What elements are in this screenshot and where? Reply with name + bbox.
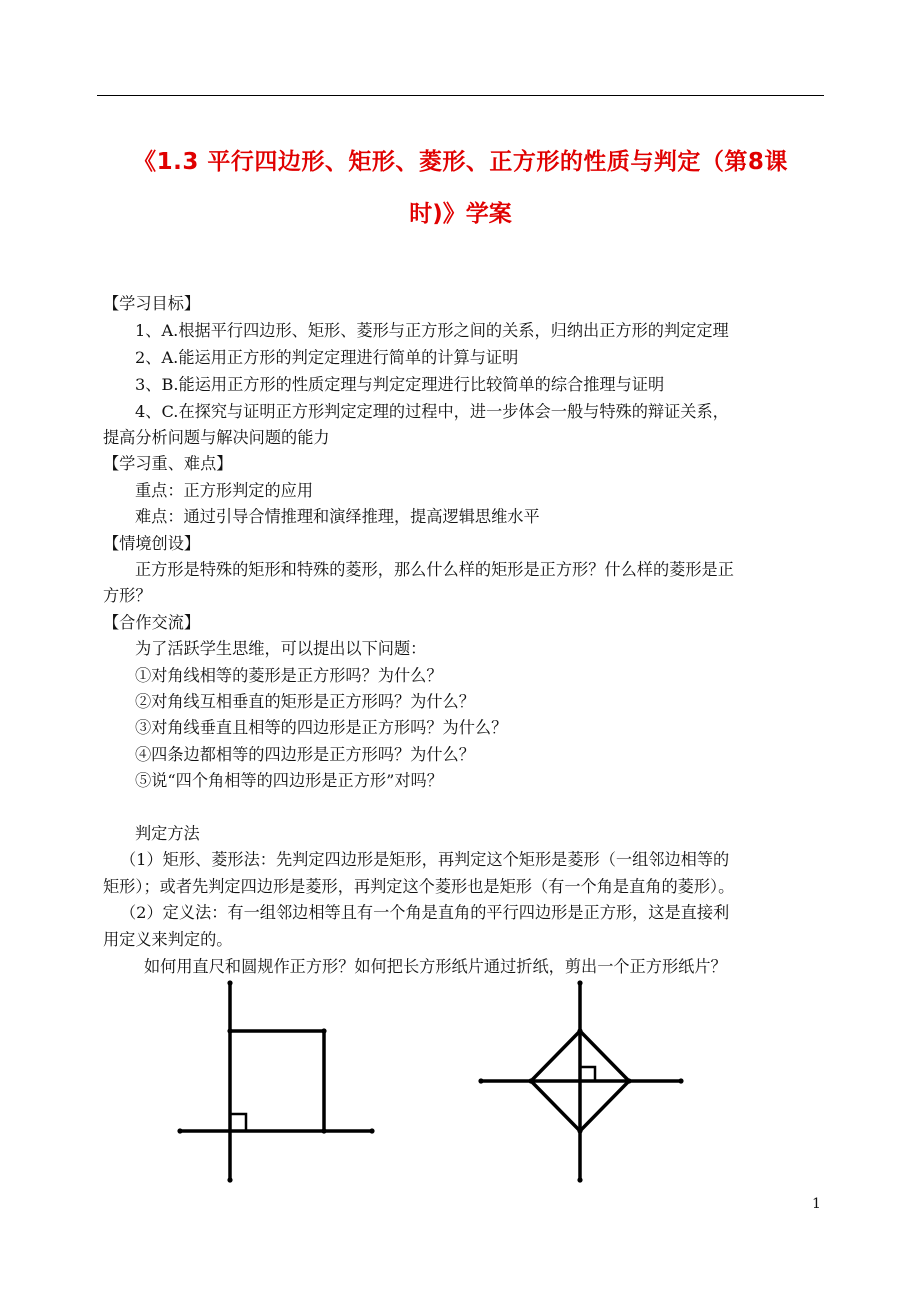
method-2-line1: （2）定义法：有一组邻边相等且有一个角是直角的平行四边形是正方形，这是直接利 [120, 903, 730, 922]
methods-heading: 判定方法 [135, 824, 200, 843]
diamond-figure [481, 983, 681, 1180]
key-point: 重点：正方形判定的应用 [135, 481, 314, 500]
question-3: ③对角线垂直且相等的四边形是正方形吗？为什么？ [135, 718, 508, 737]
cooperation-heading: 【合作交流】 [103, 613, 201, 632]
construction-question: 如何用直尺和圆规作正方形？如何把长方形纸片通过折纸，剪出一个正方形纸片？ [144, 957, 727, 976]
document-title-line2: 时)》学案 [409, 201, 512, 227]
goal-item-4-cont: 提高分析问题与解决问题的能力 [103, 428, 330, 447]
square-figure-points [177, 980, 374, 1182]
goals-heading: 【学习目标】 [103, 294, 201, 313]
keypoints-heading: 【学习重、难点】 [103, 454, 233, 473]
method-1-line2: 矩形）；或者先判定四边形是菱形，再判定这个菱形也是矩形（有一个角是直角的菱形）。 [103, 877, 735, 896]
square-outline [230, 1031, 324, 1131]
question-1: ①对角线相等的菱形是正方形吗？为什么？ [135, 666, 443, 685]
question-2: ②对角线互相垂直的矩形是正方形吗？为什么？ [135, 692, 475, 711]
method-1-line1: （1）矩形、菱形法：先判定四边形是矩形，再判定这个矩形是菱形（一组邻边相等的 [120, 850, 730, 869]
goal-item-4: 4、C.在探究与证明正方形判定定理的过程中，进一步体会一般与特殊的辩证关系， [135, 402, 729, 421]
question-5: ⑤说“四个角相等的四边形是正方形”对吗？ [135, 771, 443, 790]
square-figure [180, 983, 372, 1180]
right-angle-mark [230, 1114, 246, 1131]
goal-item-3: 3、B.能运用正方形的性质定理与判定定理进行比较简单的综合推理与证明 [135, 375, 665, 394]
difficult-point: 难点：通过引导合情推理和演绎推理，提高逻辑思维水平 [135, 507, 540, 526]
goal-item-1: 1、A.根据平行四边形、矩形、菱形与正方形之间的关系，归纳出正方形的判定定理 [135, 321, 729, 340]
cooperation-intro: 为了活跃学生思维，可以提出以下问题： [135, 639, 427, 658]
page-number: 1 [812, 1196, 821, 1212]
diamond-right-angle-mark [580, 1067, 595, 1081]
scenario-heading: 【情境创设】 [103, 534, 201, 553]
scenario-text-1: 正方形是特殊的矩形和特殊的菱形，那么什么样的矩形是正方形？什么样的菱形是正 [135, 560, 734, 579]
method-2-line2: 用定义来判定的。 [103, 930, 233, 949]
scenario-text-2: 方形？ [103, 586, 152, 605]
goal-item-2: 2、A.能运用正方形的判定定理进行简单的计算与证明 [135, 348, 519, 367]
question-4: ④四条边都相等的四边形是正方形吗？为什么？ [135, 745, 475, 764]
document-title-line1: 《1.3 平行四边形、矩形、菱形、正方形的性质与判定（第8课 [133, 149, 788, 175]
